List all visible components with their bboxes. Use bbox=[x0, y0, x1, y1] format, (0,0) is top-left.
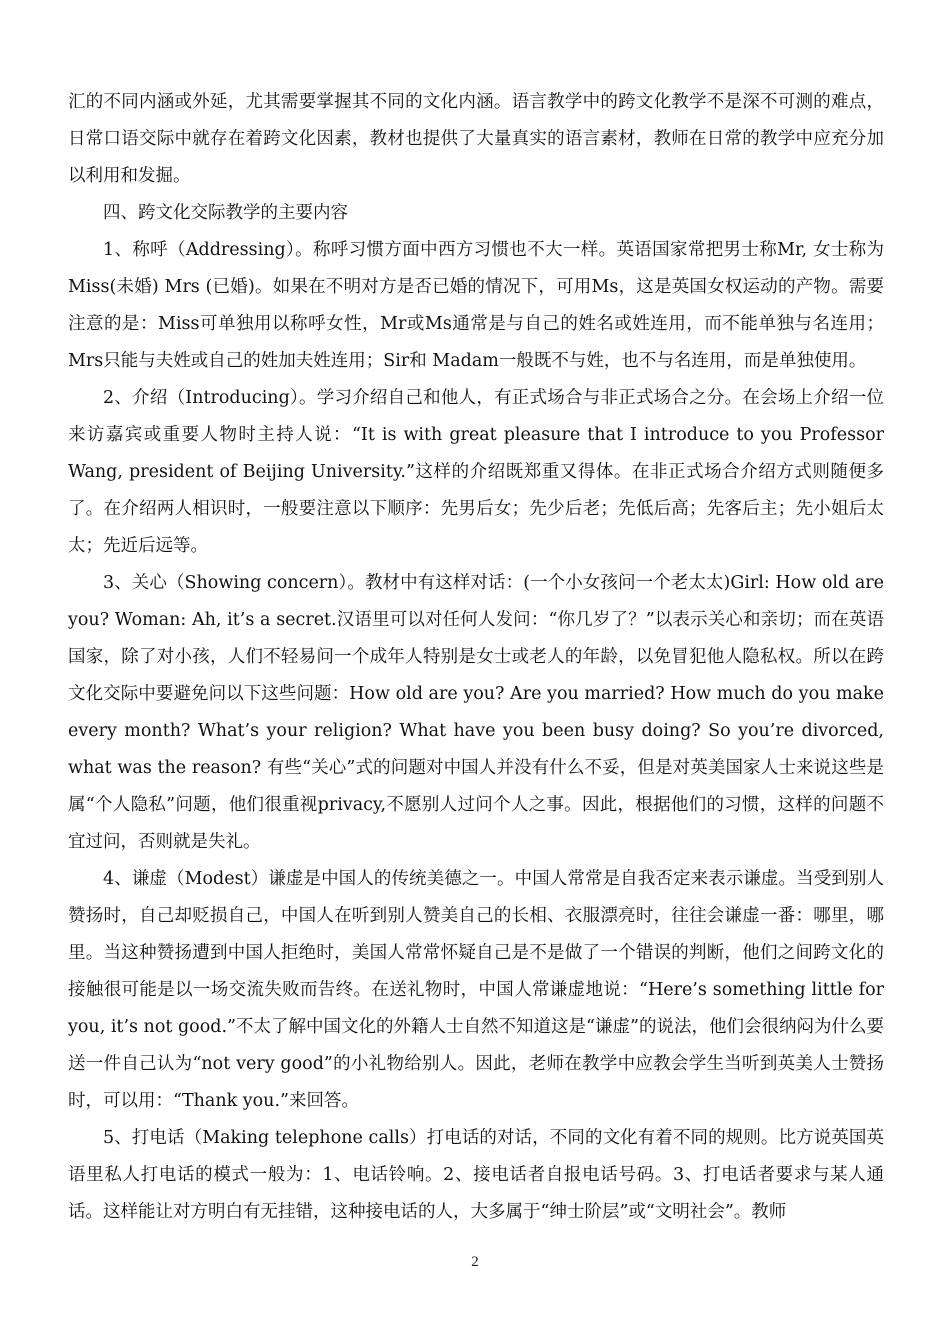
paragraph-continuation: 汇的不同内涵或外延，尤其需要掌握其不同的文化内涵。语言教学中的跨文化教学不是深不可测的难点，日常口语交际中就存在着跨文化因素，教材也提供了大量真实的语言素材，教师在日常的教学中应充分加以利用和发掘。 bbox=[68, 92, 884, 186]
paragraph-introducing: 2、介绍（Introducing）。学习介绍自己和他人，有正式场合与非正式场合之分。在会场上介绍一位来访嘉宾或重要人物时主持人说：“It is with great pleasure that I introduce to you Professor Wang, president of Beijing University.”这样的介绍既郑重又得体。在非正式场合介绍方式则随便多了。在介绍两人相识时，一般要注意以下顺序：先男后女；先少后老；先低后高；先客后主；先小姐后太太；先近后远等。 bbox=[68, 388, 884, 556]
page-number: 2 bbox=[471, 1254, 479, 1270]
paragraph-addressing: 1、称呼（Addressing）。称呼习惯方面中西方习惯也不大一样。英语国家常把男士称Mr, 女士称为Miss(未婚) Mrs (已婚)。如果在不明对方是否已婚的情况下，可用Ms，这是英国女权运动的产物。需要注意的是：Miss可单独用以称呼女性，Mr或Ms通常是与自己的姓名或姓连用，而不能单独与名连用；Mrs只能与夫姓或自己的姓加夫姓连用；Sir和 Madam一般既不与姓，也不与名连用，而是单独使用。 bbox=[68, 240, 884, 371]
section-heading: 四、跨文化交际教学的主要内容 bbox=[103, 203, 348, 223]
document-body bbox=[68, 84, 884, 1231]
paragraph-telephone-calls: 5、打电话（Making telephone calls）打电话的对话，不同的文化有着不同的规则。比方说英国英语里私人打电话的模式一般为：1、电话铃响。2、接电话者自报电话号码。3、打电话者要求与某人通话。这样能让对方明白有无挂错，这种接电话的人，大多属于“绅士阶层”或“文明社会”。教师 bbox=[68, 1128, 884, 1222]
paragraph-showing-concern: 3、关心（Showing concern）。教材中有这样对话：(一个小女孩问一个老太太)Girl: How old are you? Woman: Ah, it’s a secret.汉语里可以对任何人发问：“你几岁了？”以表示关心和亲切；而在英语国家，除了对小孩，人们不轻易问一个成年人特别是女士或老人的年龄，以免冒犯他人隐私权。所以在跨文化交际中要避免问以下这些问题：How old are you? Are you married? How much do you make every month? What’s your religion? What have you been busy doing? So you’re divorced, what was the reason? 有些“关心”式的问题对中国人并没有什么不妥，但是对英美国家人士来说这些是属“个人隐私”问题，他们很重视privacy,不愿别人过问个人之事。因此，根据他们的习惯，这样的问题不宜过问，否则就是失礼。 bbox=[68, 573, 884, 852]
paragraph-modest: 4、谦虚（Modest）谦虚是中国人的传统美德之一。中国人常常是自我否定来表示谦虚。当受到别人赞扬时，自己却贬损自己，中国人在听到别人赞美自己的长相、衣服漂亮时，往往会谦虚一番：哪里，哪里。当这种赞扬遭到中国人拒绝时，美国人常常怀疑自己是不是做了一个错误的判断，他们之间跨文化的接触很可能是以一场交流失败而告终。在送礼物时，中国人常谦虚地说：“Here’s something little for you, it’s not good.”不太了解中国文化的外籍人士自然不知道这是“谦虚”的说法，他们会很纳闷为什么要送一件自己认为“not very good”的小礼物给别人。因此，老师在教学中应教会学生当听到英美人士赞扬时，可以用：“Thank you.”来回答。 bbox=[68, 869, 884, 1111]
